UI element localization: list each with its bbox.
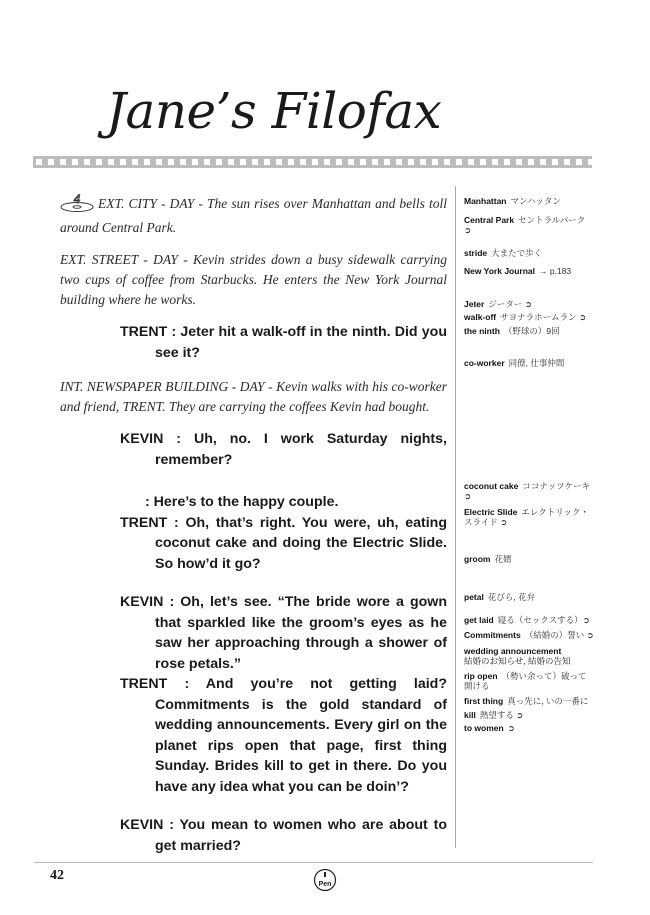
narration-1 — [60, 192, 447, 238]
footer-rule — [34, 862, 593, 863]
glossary-item: wedding announcement 結婚のお知らせ, 結婚の告知 — [464, 645, 571, 666]
glossary-item: Manhattan マンハッタン — [464, 196, 561, 206]
cd-track-icon — [60, 192, 94, 218]
dialogue-line: KEVIN : Uh, no. I work Saturday nights, remember? — [120, 431, 447, 468]
dialogue-line: TRENT : Oh, that’s right. You were, uh, eating coconut cake and doing the Electric Slide. So how’d it go? — [120, 514, 447, 572]
glossary-item: coconut cake ココナッツケーキ ➲ — [464, 480, 591, 501]
glossary-item: petal 花びら, 花弁 — [464, 592, 536, 602]
track-number: 4 — [73, 192, 81, 206]
glossary-item: groom 花婿 — [464, 553, 512, 564]
narration-1-text: EXT. CITY - DAY - The sun rises over Manhattan and bells toll around Central Park. — [60, 196, 447, 235]
dialogue-line: KEVIN : Oh, let’s see. “The bride wore a gown that sparkled like the groom’s eyes as he saw her approaching through a shower of rose petals.” — [120, 594, 447, 672]
glossary-item: get laid 寝る（セックスする）➲ — [464, 614, 590, 625]
glossary-item: Jeter ジーター ➲ — [464, 298, 532, 309]
page-title: Jane’s Filofax — [106, 82, 442, 140]
script-body — [60, 192, 447, 856]
dialogue-line: KEVIN : You mean to women who are about to get married? — [120, 817, 447, 854]
glossary-item: rip open （勢い余って）破って開ける — [464, 670, 587, 691]
glossary-item: walk-off サヨナラホームラン ➲ — [464, 312, 587, 322]
glossary-item: co-worker 同僚, 仕事仲間 — [464, 358, 565, 368]
glossary-item: Electric Slide エレクトリック・スライド ➲ — [464, 506, 589, 527]
glossary-item: first thing 真っ先に, いの一番に — [464, 695, 589, 706]
glossary-item: Central Park セントラルパーク ➲ — [464, 214, 586, 235]
dialogue-line: TRENT : Jeter hit a walk-off in the ninth. Did you see it? — [120, 324, 447, 361]
column-divider — [455, 186, 456, 848]
glossary-item: kill 熱望する ➲ — [464, 710, 524, 720]
narration-3: INT. NEWSPAPER BUILDING - DAY - Kevin walks with his co-worker and friend, TRENT. They are carrying the coffees Kevin had bought. — [60, 379, 447, 414]
glossary-item: Commitments （結婚の）誓い ➲ — [464, 630, 594, 640]
pen-logo-icon — [313, 868, 337, 897]
glossary-item: to women ➲ — [464, 722, 515, 733]
glossary-item: New York Journal → p.183 — [464, 266, 572, 276]
dialogue-line: TRENT : And you’re not getting laid? Commitments is the gold standard of wedding announcements. Every girl on the planet rips open that page, first thing Sunday. Brides kill to get in there. Do you have any idea what you can be doin’? — [120, 676, 447, 795]
glossary-sidebar — [464, 196, 594, 741]
dialogue-line: : Here’s to the happy couple. — [145, 494, 339, 510]
page-number: 42 — [50, 868, 64, 883]
narration-2: EXT. STREET - DAY - Kevin strides down a busy sidewalk carrying two cups of coffee from Starbucks. He enters the New York Journal building where he works. — [60, 252, 447, 307]
film-strip-divider — [33, 156, 592, 168]
glossary-item: stride 大またで歩く — [464, 247, 543, 258]
logo-text: Pen — [318, 881, 332, 888]
glossary-item: the ninth （野球の）9回 — [464, 325, 560, 336]
